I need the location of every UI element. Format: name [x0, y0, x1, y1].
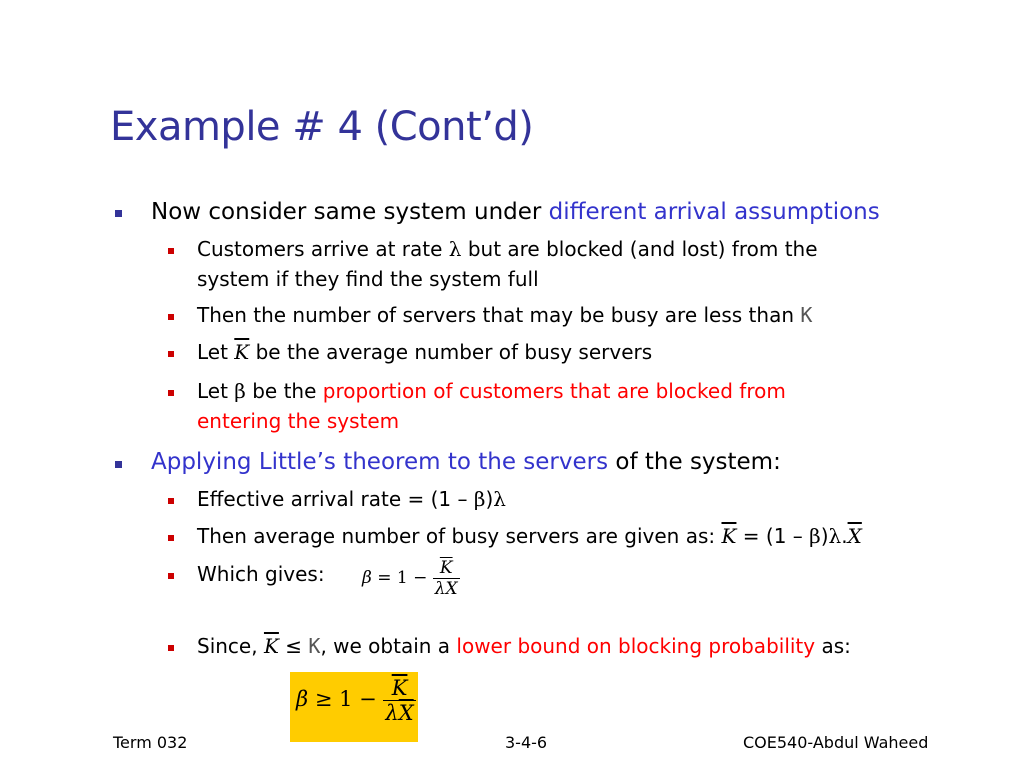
formula-1: [362, 558, 460, 599]
x-bar-symbol: $\overline{X}$: [398, 701, 414, 725]
sub-bullet-marker: [168, 248, 174, 254]
bullet-2-2-text: Then average number of busy servers are given as:: [197, 524, 722, 548]
formula-2-numerator: [383, 676, 415, 701]
bullet-1-text: Now consider same system under: [151, 199, 549, 225]
le-symbol: ≤: [278, 634, 309, 658]
bullet-1-4-red: proportion of customers that are blocked from: [322, 379, 786, 403]
k-bar-symbol: $\overline{K}$: [391, 676, 408, 700]
bullet-1-highlight: different arrival assumptions: [548, 199, 880, 225]
lambda-symbol: λ: [493, 487, 506, 511]
footer-slide-number: 3-4-6: [505, 733, 548, 752]
formula-1-beta: β: [362, 568, 372, 588]
bullet-2-text: of the system:: [608, 449, 781, 475]
bullet-1-3-prefix: Let: [197, 340, 235, 364]
bullet-2-1-text: Effective arrival rate = (1 –: [197, 487, 474, 511]
slide-title: Example # 4 (Cont’d): [110, 104, 534, 150]
sub-bullet-marker: [168, 645, 174, 651]
sub-bullet-marker: [168, 390, 174, 396]
bullet-2-2-eq: = (1 –: [736, 524, 810, 548]
x-bar-symbol: $\overline{X}$: [445, 579, 458, 599]
k-bar-symbol: $\overline{K}$: [263, 634, 279, 658]
bullet-marker: [115, 210, 122, 217]
bullet-1-3-suffix: be the average number of busy servers: [249, 340, 653, 364]
bullet-1-4: [197, 377, 786, 406]
formula-1-fraction: [433, 558, 460, 599]
bullet-1-2: [197, 301, 812, 330]
beta-symbol: β: [473, 487, 486, 511]
lambda-symbol: λ: [448, 237, 462, 261]
bullet-2-4-suffix: as:: [815, 634, 851, 658]
bullet-1-3: [197, 338, 652, 367]
bullet-2-2: [197, 522, 862, 551]
formula-2-rel: ≥ 1 −: [314, 687, 377, 711]
bullet-1-4-mid: be the: [245, 379, 323, 403]
sub-bullet-marker: [168, 535, 174, 541]
k-bar-symbol: $\overline{K}$: [234, 340, 250, 364]
lambda-symbol: λ: [434, 579, 446, 599]
bullet-1-2-text: Then the number of servers that may be busy are less than: [197, 303, 801, 327]
bullet-2-highlight: Applying Little’s theorem to the servers: [151, 449, 609, 475]
lambda-symbol: λ: [828, 524, 842, 548]
formula-2-fraction: [383, 676, 415, 725]
k-symbol: K: [800, 303, 813, 327]
x-bar-symbol: $\overline{X}$: [847, 524, 862, 548]
bullet-2-3: [197, 560, 325, 589]
bullet-1-4-prefix: Let: [197, 379, 235, 403]
beta-symbol: β: [234, 379, 246, 403]
bullet-1-1-part1: Customers arrive at rate: [197, 237, 449, 261]
bullet-1-4-line2: [197, 407, 399, 436]
sub-bullet-marker: [168, 351, 174, 357]
k-symbol: K: [308, 634, 321, 658]
bullet-1-4-red-line2: entering the system: [197, 409, 400, 433]
formula-1-denominator: [433, 579, 460, 599]
bullet-2-4-prefix: Since,: [197, 634, 264, 658]
formula-1-numerator: [433, 558, 460, 579]
bullet-2-4-red: lower bound on blocking probability: [456, 634, 816, 658]
bullet-marker: [115, 461, 122, 468]
bullet-2-4-mid: , we obtain a: [320, 634, 457, 658]
k-bar-symbol: $\overline{K}$: [439, 558, 453, 578]
bullet-1-1-line2-text: system if they find the system full: [197, 267, 539, 291]
formula-2: [296, 676, 416, 725]
bullet-1-1-line2: [197, 265, 539, 294]
bullet-1-1-part2: but are blocked (and lost) from the: [461, 237, 818, 261]
footer-course: COE540-Abdul Waheed: [743, 733, 929, 752]
footer-term: Term 032: [113, 733, 188, 752]
k-bar-symbol: $\overline{K}$: [721, 524, 737, 548]
bullet-1: [151, 198, 880, 226]
bullet-1-1: [197, 235, 818, 264]
beta-symbol: β: [809, 524, 821, 548]
sub-bullet-marker: [168, 573, 174, 579]
lambda-symbol: λ: [385, 701, 399, 725]
bullet-2-3-text: Which gives:: [197, 562, 325, 586]
sub-bullet-marker: [168, 498, 174, 504]
formula-2-denominator: [383, 701, 415, 725]
bullet-2-4: [197, 632, 851, 661]
bullet-2: [151, 448, 781, 476]
dot-symbol: .: [841, 524, 848, 548]
sub-bullet-marker: [168, 314, 174, 320]
bullet-2-2-close: ): [820, 524, 829, 548]
bullet-2-1-close: ): [485, 487, 494, 511]
formula-1-rel: = 1 −: [377, 568, 428, 588]
formula-2-beta: β: [296, 687, 309, 711]
bullet-2-1: [197, 485, 506, 514]
